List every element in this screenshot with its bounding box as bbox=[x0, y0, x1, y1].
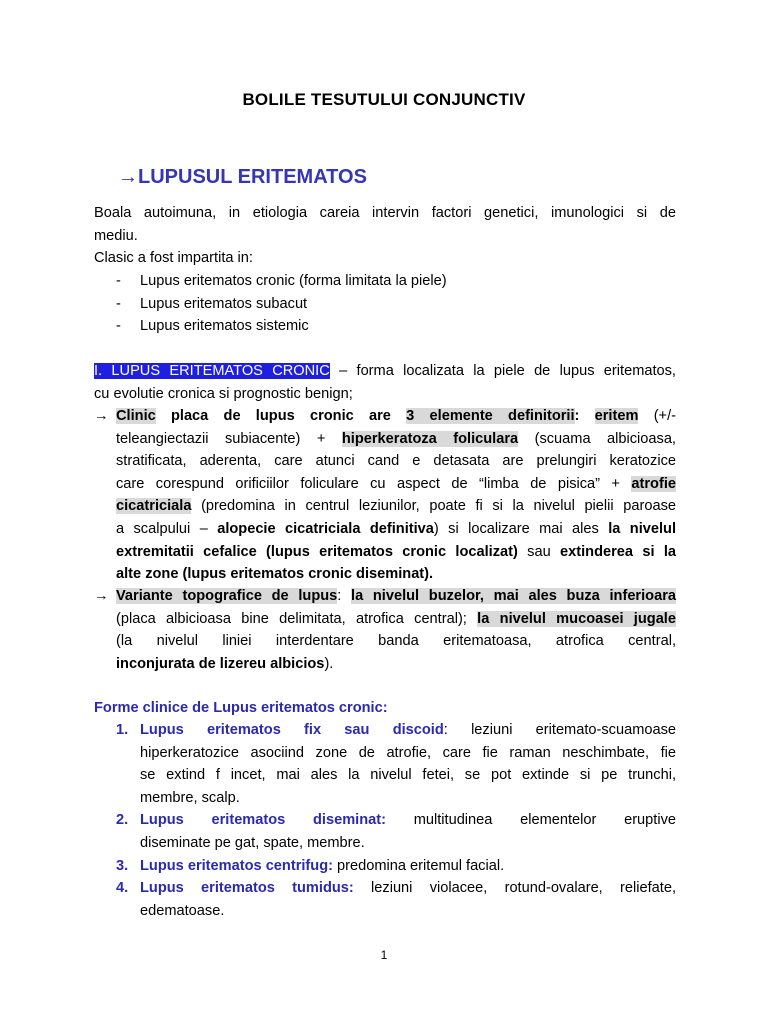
clinic-highlight: atrofie bbox=[631, 475, 676, 492]
variante-text: ). bbox=[324, 655, 334, 672]
intro-line: mediu. bbox=[94, 227, 138, 244]
list-item bbox=[94, 293, 676, 316]
intro-line: Clasic a fost impartita in: bbox=[94, 250, 253, 267]
forme-text: predomina eritemul facial. bbox=[332, 857, 505, 874]
clinic-block bbox=[94, 405, 676, 586]
forme-line: hiperkeratozice asociind zone de atrofie, care fie raman neschimbate, fie bbox=[140, 744, 676, 761]
list-number: 3. bbox=[116, 857, 129, 874]
clinic-text: teleangiectazii subiacente) + bbox=[116, 430, 342, 447]
variante-line bbox=[116, 585, 676, 608]
variante-line: (la nivelul liniei interdentare banda eritematoasa, atrofica central, bbox=[116, 633, 676, 650]
arrow-icon: → bbox=[94, 588, 109, 604]
cronic-line: cu evolutie cronica si prognostic benign; bbox=[94, 385, 353, 402]
section-heading bbox=[118, 166, 367, 189]
variante-block bbox=[94, 585, 676, 675]
page-number: 1 bbox=[380, 948, 388, 962]
clinic-text: (+/- bbox=[638, 408, 676, 424]
variante-text: : bbox=[337, 588, 352, 604]
forme-name: Lupus eritematos tumidus: bbox=[140, 880, 354, 897]
list-number: 4. bbox=[116, 880, 129, 897]
variante-line bbox=[116, 608, 676, 631]
clinic-text: : bbox=[574, 408, 595, 424]
clinic-label: Clinic bbox=[116, 408, 156, 424]
forme-line bbox=[140, 877, 676, 900]
clinic-line bbox=[116, 495, 676, 518]
list-item bbox=[94, 719, 676, 809]
clinic-text: sau bbox=[517, 543, 561, 560]
list-item-text: Lupus eritematos cronic (forma limitata la piele) bbox=[140, 273, 447, 289]
dash-bullet: - bbox=[116, 318, 121, 335]
forme-line bbox=[140, 855, 676, 878]
list-item bbox=[94, 315, 676, 338]
clinic-text: ) si localizare mai ales bbox=[433, 520, 609, 537]
clinic-text: a scalpului – bbox=[116, 520, 218, 537]
types-list bbox=[94, 270, 676, 338]
clinic-bold: extremitatii cefalice (lupus eritematos cronic localizat) bbox=[116, 543, 518, 560]
list-number: 1. bbox=[116, 722, 129, 738]
clinic-bold: alte zone (lupus eritematos cronic diseminat). bbox=[116, 566, 434, 583]
cronic-desc: – forma localizata la piele de lupus eritematos, bbox=[329, 363, 676, 379]
clinic-line bbox=[116, 428, 676, 451]
forme-line bbox=[140, 719, 676, 742]
forme-line: diseminate pe gat, spate, membre. bbox=[140, 834, 365, 851]
document-title: BOLILE TESUTULUI CONJUNCTIV bbox=[242, 90, 526, 109]
variante-highlight: la nivelul mucoasei jugale bbox=[477, 610, 676, 627]
variante-label: Variante topografice de lupus bbox=[116, 588, 338, 604]
list-item bbox=[94, 855, 676, 878]
clinic-highlight: cicatriciala bbox=[116, 498, 192, 515]
forme-line: se extind f incet, mai ales la nivelul fetei, se pot extinde si pe trunchi, bbox=[140, 767, 676, 784]
forme-list bbox=[94, 719, 676, 922]
variante-line bbox=[116, 653, 676, 676]
clinic-line bbox=[116, 473, 676, 496]
clinic-line: stratificata, aderenta, care atunci cand e detasata are prelungiri keratozice bbox=[116, 453, 676, 470]
list-item bbox=[94, 270, 676, 293]
clinic-line bbox=[116, 518, 676, 541]
variante-bold: inconjurata de lizereu albicios bbox=[116, 655, 325, 672]
forme-line: membre, scalp. bbox=[140, 789, 240, 806]
cronic-paragraph bbox=[94, 360, 676, 405]
variante-highlight: la nivelul buzelor, mai ales buza inferioara bbox=[351, 588, 676, 604]
arrow-icon: → bbox=[94, 408, 109, 424]
forme-line bbox=[140, 809, 676, 832]
clinic-bold: la nivelul bbox=[608, 520, 677, 537]
clinic-bold: extinderea si la bbox=[560, 543, 676, 560]
intro-paragraph bbox=[94, 202, 676, 270]
dash-bullet: - bbox=[116, 273, 121, 289]
forme-line: edematoase. bbox=[140, 902, 225, 919]
clinic-text: (predomina in centrul leziunilor, poate fi si la nivelul pielii paroase bbox=[191, 498, 676, 515]
clinic-text: care corespund orificiilor foliculare cu aspect de “limba de pisica” + bbox=[116, 475, 632, 492]
clinic-text: placa de lupus cronic are bbox=[155, 408, 407, 424]
clinic-highlight: eritem bbox=[594, 408, 639, 424]
cronic-label: I. LUPUS ERITEMATOS CRONIC bbox=[94, 363, 330, 379]
forme-name: Lupus eritematos fix sau discoid bbox=[140, 722, 444, 738]
clinic-line bbox=[116, 541, 676, 564]
dash-bullet: - bbox=[116, 295, 121, 312]
forme-heading: Forme clinice de Lupus eritematos cronic: bbox=[94, 700, 388, 716]
clinic-highlight: hiperkeratoza foliculara bbox=[341, 430, 519, 447]
list-number: 2. bbox=[116, 812, 129, 829]
list-item-text: Lupus eritematos subacut bbox=[140, 295, 308, 312]
arrow-icon: → bbox=[118, 166, 138, 188]
forme-text: multitudinea elementelor eruptive bbox=[386, 812, 676, 829]
forme-name: Lupus eritematos centrifug: bbox=[140, 857, 333, 874]
list-item bbox=[94, 809, 676, 854]
clinic-highlight: 3 elemente definitorii bbox=[406, 408, 575, 424]
list-item-text: Lupus eritematos sistemic bbox=[140, 318, 309, 335]
forme-text: : leziuni eritemato-scuamoase bbox=[443, 722, 676, 738]
clinic-line bbox=[116, 405, 676, 428]
forme-name: Lupus eritematos diseminat: bbox=[140, 812, 386, 829]
clinic-text: (scuama albicioasa, bbox=[518, 430, 676, 447]
cronic-line bbox=[94, 360, 676, 383]
list-item bbox=[94, 877, 676, 922]
intro-line: Boala autoimuna, in etiologia careia intervin factori genetici, imunologici si de bbox=[94, 205, 676, 221]
variante-text: (placa albicioasa bine delimitata, atrofica central); bbox=[116, 610, 478, 627]
section-heading-text: LUPUSUL ERITEMATOS bbox=[138, 166, 367, 188]
clinic-bold: alopecie cicatriciala definitiva bbox=[217, 520, 434, 537]
forme-text: leziuni violacee, rotund-ovalare, reliefate, bbox=[353, 880, 676, 897]
